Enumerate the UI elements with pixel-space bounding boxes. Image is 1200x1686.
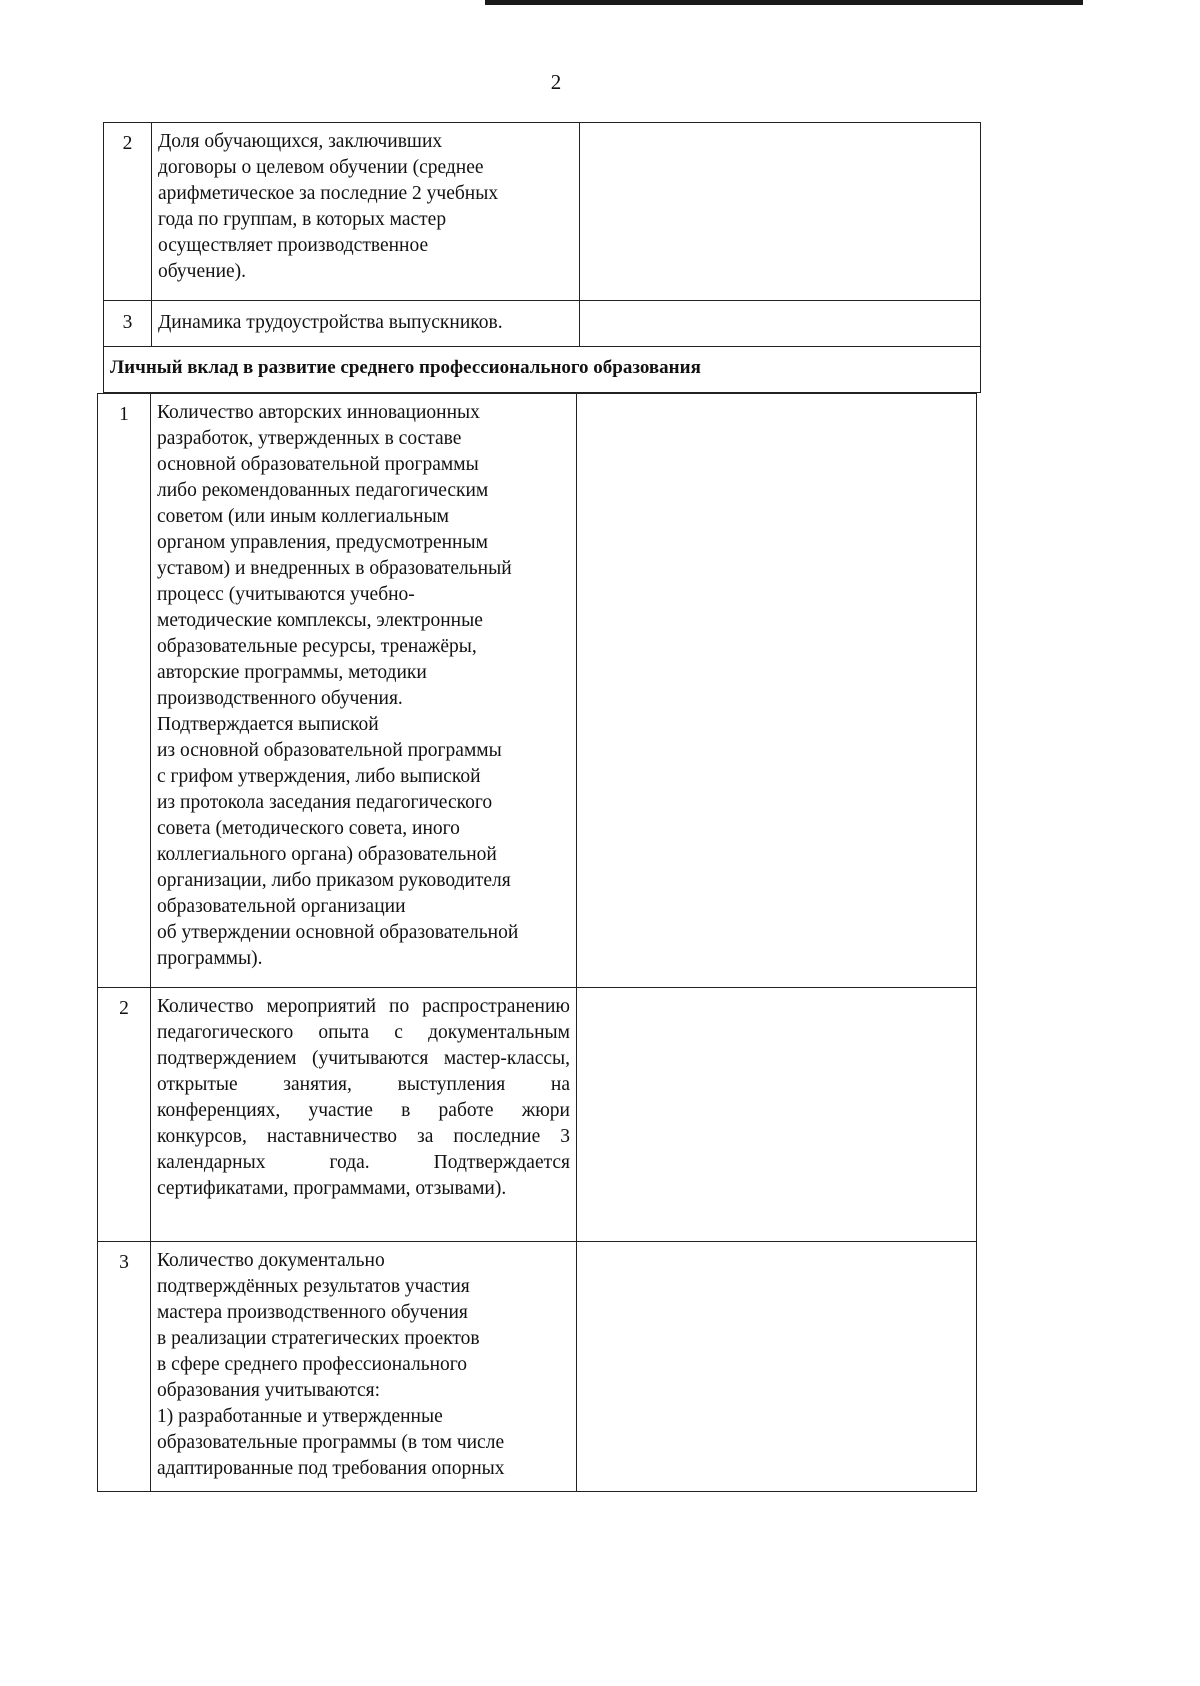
- criterion-line: советом (или иным коллегиальным: [157, 506, 450, 527]
- criterion-line: в сфере среднего профессионального: [157, 1354, 468, 1375]
- criterion-line: арифметическое за последние 2 учебных: [158, 183, 499, 204]
- criterion-line: в реализации стратегических проектов: [157, 1328, 480, 1349]
- table-row: [104, 301, 981, 347]
- criterion-line: из протокола заседания педагогического: [157, 792, 493, 813]
- criterion-line: производственного обучения.: [157, 688, 403, 709]
- row-number: [98, 1242, 151, 1492]
- row-number: [104, 301, 152, 347]
- criterion-line: мастера производственного обучения: [157, 1302, 468, 1323]
- criterion-line: об утверждении основной образовательной: [157, 922, 519, 943]
- criterion-line: Количество документально: [157, 1250, 385, 1271]
- criterion-line: образования учитываются:: [157, 1380, 381, 1401]
- row-number: [104, 123, 152, 301]
- criteria-table-top: [103, 122, 981, 393]
- criterion-cell: Количество мероприятий по распространению педагогического опыта с документальным подтверждением (учитываются мастер-классы, открытые занятия, выступления на конференциях, участие в работе жюри конкурсов, наставничество за последние 3 календарных года. Подтверждается сертификатами, программами, отзывами).: [151, 988, 577, 1242]
- criterion-line: осуществляет производственное: [158, 235, 429, 256]
- table-row: [98, 394, 977, 988]
- criterion-line: образовательные ресурсы, тренажёры,: [157, 636, 477, 657]
- criterion-line: Количество авторских инновационных: [157, 402, 480, 423]
- criterion-line: процесс (учитываются учебно-: [157, 584, 415, 605]
- value-cell[interactable]: [580, 301, 981, 347]
- criterion-line: Доля обучающихся, заключивших: [158, 131, 443, 152]
- table-row: [98, 1242, 977, 1492]
- criterion-line: года по группам, в которых мастер: [158, 209, 447, 230]
- table-row: [98, 988, 977, 1242]
- row-number-text: 3: [119, 1252, 129, 1273]
- criterion-line: органом управления, предусмотренным: [157, 532, 488, 553]
- section-header-row: [104, 347, 981, 393]
- section-title: Личный вклад в развитие среднего профессионального образования: [104, 347, 981, 393]
- criterion-line: методические комплексы, электронные: [157, 610, 483, 631]
- criterion-line: совета (методического совета, иного: [157, 818, 460, 839]
- criterion-line: образовательной организации: [157, 896, 406, 917]
- criterion-cell: [152, 301, 580, 347]
- table-row: [104, 123, 981, 301]
- criterion-cell: [151, 394, 577, 988]
- criterion-line: программы).: [157, 948, 263, 969]
- value-cell[interactable]: [580, 123, 981, 301]
- criterion-line: 1) разработанные и утвержденные: [157, 1406, 443, 1427]
- criterion-line: основной образовательной программы: [157, 454, 479, 475]
- row-number-text: 2: [122, 133, 133, 154]
- criterion-line: образовательные программы (в том числе: [157, 1432, 505, 1453]
- criterion-cell: [152, 123, 580, 301]
- criterion-line: с грифом утверждения, либо выпиской: [157, 766, 481, 787]
- value-cell[interactable]: [577, 1242, 977, 1492]
- criterion-line: разработок, утвержденных в составе: [157, 428, 462, 449]
- top-rule: [485, 0, 1083, 5]
- row-number-text: 1: [119, 404, 129, 425]
- value-cell[interactable]: [577, 988, 977, 1242]
- criterion-line: авторские программы, методики: [157, 662, 427, 683]
- criterion-line: подтверждённых результатов участия: [157, 1276, 470, 1297]
- criterion-line: адаптированные под требования опорных: [157, 1458, 505, 1479]
- criterion-line: уставом) и внедренных в образовательный: [157, 558, 512, 579]
- criterion-line: договоры о целевом обучении (среднее: [158, 157, 484, 178]
- row-number-text: 2: [119, 998, 129, 1019]
- criteria-table-bottom: [97, 393, 977, 1492]
- criterion-line: Подтверждается выпиской: [157, 714, 379, 735]
- row-number: [98, 988, 151, 1242]
- criterion-line: обучение).: [158, 261, 247, 282]
- row-number: [98, 394, 151, 988]
- criterion-cell: [151, 1242, 577, 1492]
- criterion-line: организации, либо приказом руководителя: [157, 870, 511, 891]
- criterion-line: из основной образовательной программы: [157, 740, 502, 761]
- page-number: 2: [550, 70, 562, 94]
- criterion-line: либо рекомендованных педагогическим: [157, 480, 489, 501]
- row-number-text: 3: [122, 312, 133, 333]
- criterion-line: коллегиального органа) образовательной: [157, 844, 497, 865]
- value-cell[interactable]: [577, 394, 977, 988]
- criterion-line: Динамика трудоустройства выпускников.: [158, 312, 503, 333]
